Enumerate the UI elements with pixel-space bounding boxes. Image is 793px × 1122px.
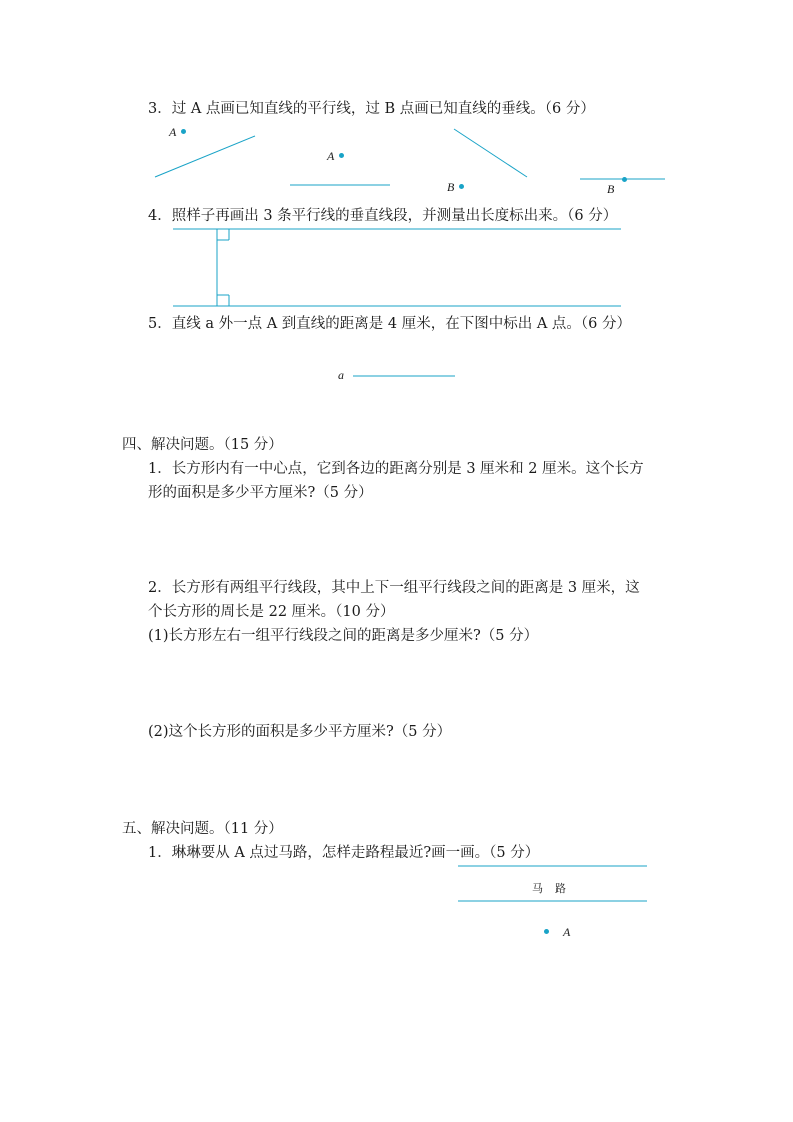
q3-line-1 [155, 136, 255, 177]
q3-point-b1-label: B [447, 180, 455, 194]
section4-p2-line2: 个长方形的周长是 22 厘米。（10 分） [148, 604, 395, 620]
road-label: 马路 [532, 882, 578, 895]
q5-line-a-label: a [338, 368, 344, 382]
q5-text: 5．直线 a 外一点 A 到直线的距离是 4 厘米，在下图中标出 A 点。（6 分） [148, 316, 631, 332]
q3-point-b2-label: B [607, 182, 615, 196]
section4-p2-sub1: (1)长方形左右一组平行线段之间的距离是多少厘米?（5 分） [148, 628, 539, 644]
section5-p1: 1．琳琳要从 A 点过马路，怎样走路程最近?画一画。（5 分） [148, 845, 540, 861]
section5-point-a-label: A [563, 925, 571, 939]
q3-point-a2-label: A [327, 149, 335, 163]
q4-text: 4．照样子再画出 3 条平行线的垂直线段，并测量出长度标出来。（6 分） [148, 208, 618, 224]
q3-line-3 [454, 129, 527, 177]
section5-title: 五、解决问题。（11 分） [122, 821, 283, 837]
section4-p1-line2: 形的面积是多少平方厘米?（5 分） [148, 485, 373, 501]
section4-p2-line1: 2．长方形有两组平行线段，其中上下一组平行线段之间的距离是 3 厘米，这 [148, 580, 640, 596]
section4-p2-sub2: (2)这个长方形的面积是多少平方厘米?（5 分） [148, 724, 452, 740]
section4-title: 四、解决问题。（15 分） [122, 437, 283, 453]
q3-text: 3．过 A 点画已知直线的平行线，过 B 点画已知直线的垂线。（6 分） [148, 101, 595, 117]
q3-point-a1-label: A [169, 125, 177, 139]
section4-p1-line1: 1．长方形内有一中心点，它到各边的距离分别是 3 厘米和 2 厘米。这个长方 [148, 461, 644, 477]
section5-point-a [544, 929, 549, 934]
